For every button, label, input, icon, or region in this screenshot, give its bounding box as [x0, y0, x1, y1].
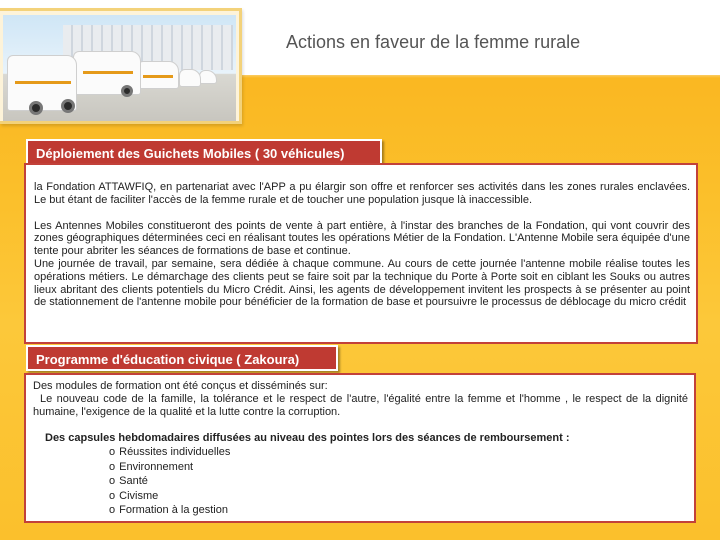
- list-item: [109, 503, 688, 518]
- mobile-vans-photo: [3, 15, 236, 121]
- list-item: [109, 489, 688, 504]
- bullet-icon: o: [109, 475, 116, 488]
- van-stripe: [15, 81, 71, 84]
- wheel: [29, 101, 43, 115]
- header-fade: [240, 70, 720, 78]
- list-item-label: Réussites individuelles: [119, 446, 231, 459]
- paragraph: la Fondation ATTAWFIQ, en partenariat avec l'APP a pu élargir son offre et renforcer ses activités dans les zones rurales enclavées. Le but étant de faciliter l'accès de la femme rurale et de toucher une population jusque là inaccessible.: [34, 181, 690, 206]
- list-item: [109, 445, 688, 460]
- capsule-list: [109, 445, 688, 518]
- paragraph: Les Antennes Mobiles constitueront des points de vente à part entière, à l'instar des branches de la Fondation, qui vont couvrir des zones géographiques déterminées ceci en réalisant toutes les opérations Métier de la Fondation. L'Antenne Mobile sera équipée d'une tente pour abriter les séances de formations de base et continue.: [34, 219, 690, 258]
- paragraph: Une journée de travail, par semaine, sera dédiée à chaque commune. Au cours de cette journée l'antenne mobile réalise toutes les opérations métiers. Le démarchage des clients peut se faire soit par la technique du Porte à Porte soit en ciblant les Souks ou autres lieux abritant des clients potentiels du Micro Crédit. Ainsi, les agents de développement invitent les prospects à se présenter au point de stationnement de l'antenne mobile pour bénéficier de la formation de base et poursuivre le processus de déblocage du micro crédit: [34, 257, 690, 309]
- van-stripe: [83, 71, 133, 74]
- capsules-title: Des capsules hebdomadaires diffusées au niveau des pointes lors des séances de remboursement :: [45, 432, 570, 445]
- bullet-icon: o: [109, 489, 116, 502]
- bullet-icon: o: [109, 504, 116, 517]
- list-item: [109, 474, 688, 489]
- section-heading-mobile-units: Déploiement des Guichets Mobiles ( 30 véhicules): [26, 139, 382, 165]
- van-far-3: [199, 70, 217, 84]
- page-title: Actions en faveur de la femme rurale: [286, 32, 581, 52]
- list-item-label: Environnement: [119, 460, 194, 473]
- van-stripe: [143, 75, 173, 78]
- capsules-block: [45, 432, 688, 517]
- wheel: [121, 85, 133, 97]
- section-heading-civic-education: Programme d'éducation civique ( Zakoura): [26, 345, 338, 371]
- section-panel-civic-education: [24, 373, 696, 523]
- paragraph: Des modules de formation ont été conçus et disséminés sur:: [33, 380, 328, 392]
- paragraph: Le nouveau code de la famille, la tolérance et le respect de l'autre, l'égalité entre la femme et l'homme , le respect de la dignité humaine, l'exigence de la qualité et la lutte contre la corruption.: [33, 392, 688, 418]
- bullet-icon: o: [109, 446, 116, 459]
- list-item-label: Civisme: [119, 489, 159, 502]
- photo-frame: [0, 8, 242, 124]
- list-item: [109, 460, 688, 475]
- section-panel-mobile-units: [24, 163, 698, 344]
- van-far-2: [179, 69, 201, 87]
- list-item-label: Santé: [119, 475, 148, 488]
- list-item-label: Formation à la gestion: [119, 504, 228, 517]
- wheel: [61, 99, 75, 113]
- bullet-icon: o: [109, 460, 116, 473]
